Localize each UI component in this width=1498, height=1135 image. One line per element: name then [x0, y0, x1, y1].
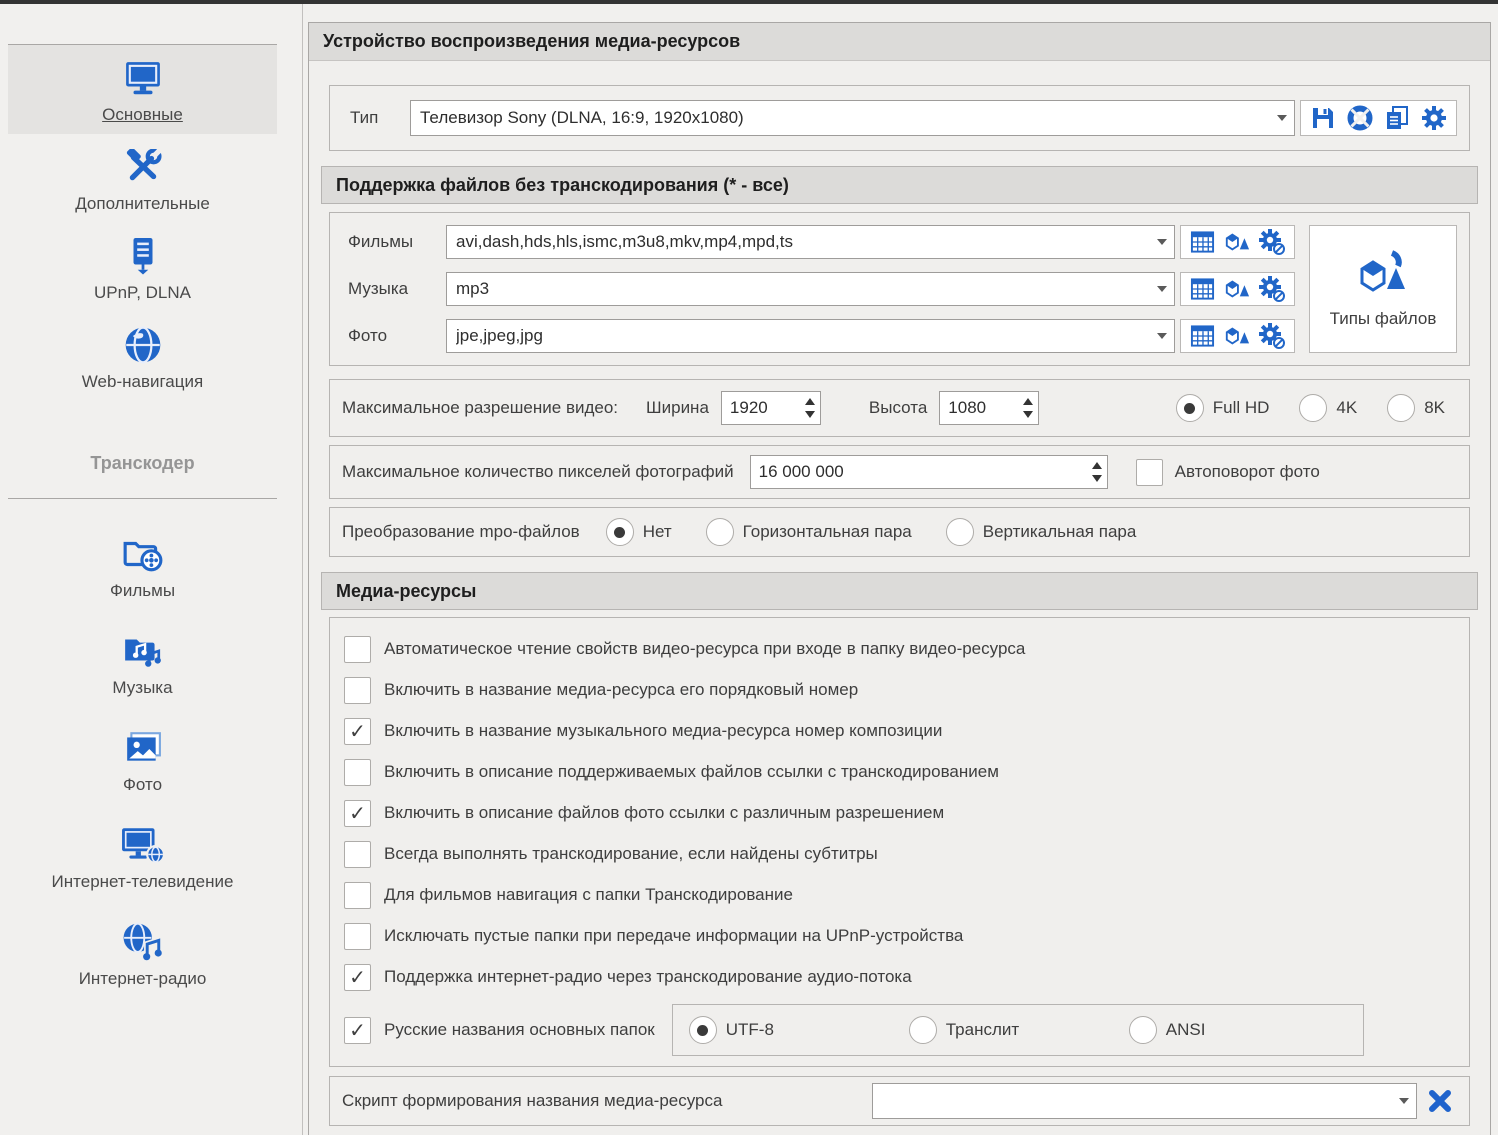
radio-label: UTF-8 [725, 1020, 774, 1039]
chevron-down-icon[interactable] [1150, 273, 1174, 305]
mpo-label: Преобразование mpo-файлов [342, 522, 580, 541]
gear-icon[interactable] [1421, 105, 1447, 131]
checkbox-label: Исключать пустые папки при передаче информации на UPnP-устройства [384, 926, 964, 945]
checkbox-label: Поддержка интернет-радио через транскодирование аудио-потока [384, 967, 912, 986]
monitor-icon [124, 56, 162, 100]
sidebar-section-transcoder: Транскодер [90, 453, 195, 473]
check-mark: ✓ [349, 965, 366, 989]
music-folder-icon [122, 629, 164, 673]
spin-down-icon[interactable] [1023, 411, 1033, 418]
file-row-tools [1180, 272, 1295, 306]
checkbox-label: Включить в описание поддерживаемых файлов ссылки с транскодированием [384, 762, 999, 781]
device-section-title: Устройство воспроизведения медиа-ресурсов [309, 23, 1490, 61]
transcoding-off-gear-icon[interactable] [1259, 276, 1285, 302]
copy-icon[interactable] [1384, 105, 1410, 131]
checkbox[interactable] [344, 800, 371, 827]
naming-script-label: Скрипт формирования названия медиа-ресурса [342, 1091, 723, 1110]
folder-encoding-group [672, 1004, 1364, 1056]
naming-script-frame [329, 1076, 1470, 1126]
photo-pixels-value[interactable] [751, 462, 1087, 482]
photo-extensions-value[interactable] [447, 326, 1150, 346]
sidebar-item-label: Фильмы [109, 581, 176, 600]
folder-names-checkbox[interactable] [344, 1017, 371, 1044]
checkbox[interactable] [344, 636, 371, 663]
radio-ansi[interactable] [1129, 1016, 1157, 1044]
sidebar-item-additional[interactable] [8, 134, 277, 223]
device-type-combo[interactable] [410, 100, 1295, 136]
sidebar-item-web-navigation[interactable] [8, 312, 277, 401]
sidebar-item-upnp-dlna[interactable] [8, 223, 277, 312]
radio-mpo-vertical[interactable] [946, 518, 974, 546]
file-row-tools [1180, 225, 1295, 259]
media-checkbox-row [344, 717, 1457, 745]
sidebar-item-label: Интернет-телевидение [51, 872, 234, 891]
movies-extensions-combo[interactable] [446, 225, 1175, 259]
check-mark: ✓ [349, 719, 366, 743]
spinner-arrows [800, 398, 820, 418]
photo-pixels-label: Максимальное количество пикселей фотографий [342, 462, 734, 481]
spin-down-icon[interactable] [1092, 475, 1102, 482]
tools-icon [124, 145, 162, 189]
server-icon [126, 234, 160, 278]
radio-mpo-none[interactable] [606, 518, 634, 546]
radio-8k[interactable] [1387, 394, 1415, 422]
naming-script-value[interactable] [873, 1091, 1392, 1111]
format-table-icon[interactable] [1190, 230, 1215, 254]
checkbox[interactable] [344, 677, 371, 704]
globe-icon [124, 323, 162, 367]
check-mark: ✓ [349, 801, 366, 825]
radio-mpo-horizontal[interactable] [706, 518, 734, 546]
mpo-conversion-frame [329, 507, 1470, 557]
sidebar-item-internet-tv[interactable] [8, 812, 277, 901]
sidebar-item-music[interactable] [8, 618, 277, 707]
check-mark: ✓ [349, 1018, 366, 1042]
media-checkbox-row [344, 881, 1457, 909]
file-types-button-label: Типы файлов [1329, 309, 1437, 328]
format-table-icon[interactable] [1190, 324, 1215, 348]
radio-label: Нет [642, 522, 672, 541]
media-checkbox-row [344, 635, 1457, 663]
resolution-label: Максимальное разрешение видео: [342, 398, 619, 417]
height-label: Высота [868, 398, 928, 417]
spin-down-icon[interactable] [805, 411, 815, 418]
file-support-frame [329, 212, 1470, 366]
width-label: Ширина [646, 398, 709, 417]
checkbox[interactable] [344, 759, 371, 786]
height-value[interactable] [940, 398, 1018, 418]
file-types-big-icon [1354, 249, 1412, 299]
spin-up-icon[interactable] [1023, 398, 1033, 405]
checkbox[interactable] [344, 882, 371, 909]
file-types-button[interactable] [1309, 225, 1457, 353]
radio-label: Горизонтальная пара [742, 522, 912, 541]
sidebar-item-basic[interactable] [8, 45, 277, 134]
transcoding-off-gear-icon[interactable] [1259, 323, 1285, 349]
autorotate-checkbox[interactable] [1136, 459, 1163, 486]
file-row-photo [342, 319, 1295, 353]
resolution-preset-group [1176, 394, 1445, 422]
media-options-frame [329, 617, 1470, 1067]
radio-utf8[interactable] [689, 1016, 717, 1044]
checkbox[interactable] [344, 718, 371, 745]
mpo-options-group [606, 518, 1137, 546]
width-stepper[interactable] [721, 391, 821, 425]
internet-radio-icon [122, 920, 164, 964]
radio-label: Вертикальная пара [982, 522, 1137, 541]
spin-up-icon[interactable] [1092, 462, 1102, 469]
media-checkbox-row [344, 963, 1457, 991]
file-row-label: Фото [348, 326, 388, 345]
sidebar-item-label: Дополнительные [75, 194, 210, 213]
chevron-down-icon[interactable] [1392, 1084, 1416, 1118]
transcoding-off-gear-icon[interactable] [1259, 229, 1285, 255]
device-type-frame [329, 85, 1470, 151]
checkbox-label: Включить в описание файлов фото ссылки с различным разрешением [384, 803, 945, 822]
sidebar-item-label: Фото [122, 775, 163, 794]
file-row-label: Фильмы [348, 232, 414, 251]
media-checkbox-row [344, 799, 1457, 827]
file-types-icon[interactable] [1224, 230, 1250, 254]
format-table-icon[interactable] [1190, 277, 1215, 301]
sidebar-item-movies[interactable] [8, 521, 277, 610]
folder-names-label: Русские названия основных папок [384, 1020, 655, 1039]
photo-extensions-combo[interactable] [446, 319, 1175, 353]
music-extensions-combo[interactable] [446, 272, 1175, 306]
folder-names-row [344, 1004, 1457, 1056]
sidebar-item-internet-radio[interactable] [8, 909, 277, 998]
checkbox[interactable] [344, 923, 371, 950]
clear-x-icon[interactable] [1427, 1089, 1453, 1113]
spin-up-icon[interactable] [805, 398, 815, 405]
file-row-tools [1180, 319, 1295, 353]
radio-label: Транслит [945, 1020, 1020, 1039]
settings-sidebar [0, 4, 303, 1135]
movies-folder-icon [122, 532, 164, 576]
sidebar-item-label: UPnP, DLNA [93, 283, 191, 302]
radio-label: 8K [1424, 398, 1445, 417]
video-resolution-frame [329, 379, 1470, 437]
sidebar-item-label: Основные [102, 105, 183, 124]
photo-icon [124, 726, 162, 770]
sidebar-item-photo[interactable] [8, 715, 277, 804]
chevron-down-icon[interactable] [1150, 226, 1174, 258]
media-checkbox-row [344, 758, 1457, 786]
autorotate-label: Автоповорот фото [1174, 462, 1320, 481]
device-type-label: Тип [350, 108, 379, 127]
file-types-icon[interactable] [1224, 277, 1250, 301]
checkbox[interactable] [344, 841, 371, 868]
photo-pixels-frame [329, 445, 1470, 499]
media-checkbox-row [344, 676, 1457, 704]
save-icon[interactable] [1310, 105, 1336, 131]
file-types-icon[interactable] [1224, 324, 1250, 348]
radio-full-hd[interactable] [1176, 394, 1204, 422]
sidebar-item-label: Музыка [112, 678, 173, 697]
music-extensions-value[interactable] [447, 279, 1150, 299]
media-checkbox-row [344, 840, 1457, 868]
photo-pixels-stepper[interactable] [750, 455, 1108, 489]
checkbox-label: Для фильмов навигация с папки Транскодирование [384, 885, 793, 904]
width-value[interactable] [722, 398, 800, 418]
help-icon[interactable] [1347, 105, 1373, 131]
checkbox-label: Включить в название музыкального медиа-ресурса номер композиции [384, 721, 943, 740]
device-toolbar [1300, 100, 1457, 136]
movies-extensions-value[interactable] [447, 232, 1150, 252]
chevron-down-icon[interactable] [1150, 320, 1174, 352]
spinner-arrows [1087, 462, 1107, 482]
spinner-arrows [1018, 398, 1038, 418]
file-row-music [342, 272, 1295, 306]
radio-label: 4K [1336, 398, 1358, 417]
radio-label: ANSI [1165, 1020, 1206, 1039]
radio-label: Full HD [1212, 398, 1270, 417]
checkbox[interactable] [344, 964, 371, 991]
radio-translit[interactable] [909, 1016, 937, 1044]
file-row-label: Музыка [348, 279, 409, 298]
checkbox-label: Автоматическое чтение свойств видео-ресурса при входе в папку видео-ресурса [384, 639, 1026, 658]
device-type-value[interactable] [411, 108, 1270, 128]
media-checkbox-row [344, 922, 1457, 950]
file-row-movies [342, 225, 1295, 259]
naming-script-combo[interactable] [872, 1083, 1417, 1119]
sidebar-item-label: Web-навигация [81, 372, 204, 391]
media-section-title: Медиа-ресурсы [321, 572, 1478, 610]
checkbox-label: Всегда выполнять транскодирование, если найдены субтитры [384, 844, 878, 863]
support-section-title: Поддержка файлов без транскодирования (* - все) [321, 166, 1478, 204]
checkbox-label: Включить в название медиа-ресурса его порядковый номер [384, 680, 859, 699]
sidebar-divider [8, 498, 277, 499]
internet-tv-icon [121, 823, 165, 867]
radio-4k[interactable] [1299, 394, 1327, 422]
main-settings-panel [308, 22, 1491, 1135]
chevron-down-icon[interactable] [1270, 101, 1294, 135]
sidebar-item-label: Интернет-радио [78, 969, 207, 988]
height-stepper[interactable] [939, 391, 1039, 425]
